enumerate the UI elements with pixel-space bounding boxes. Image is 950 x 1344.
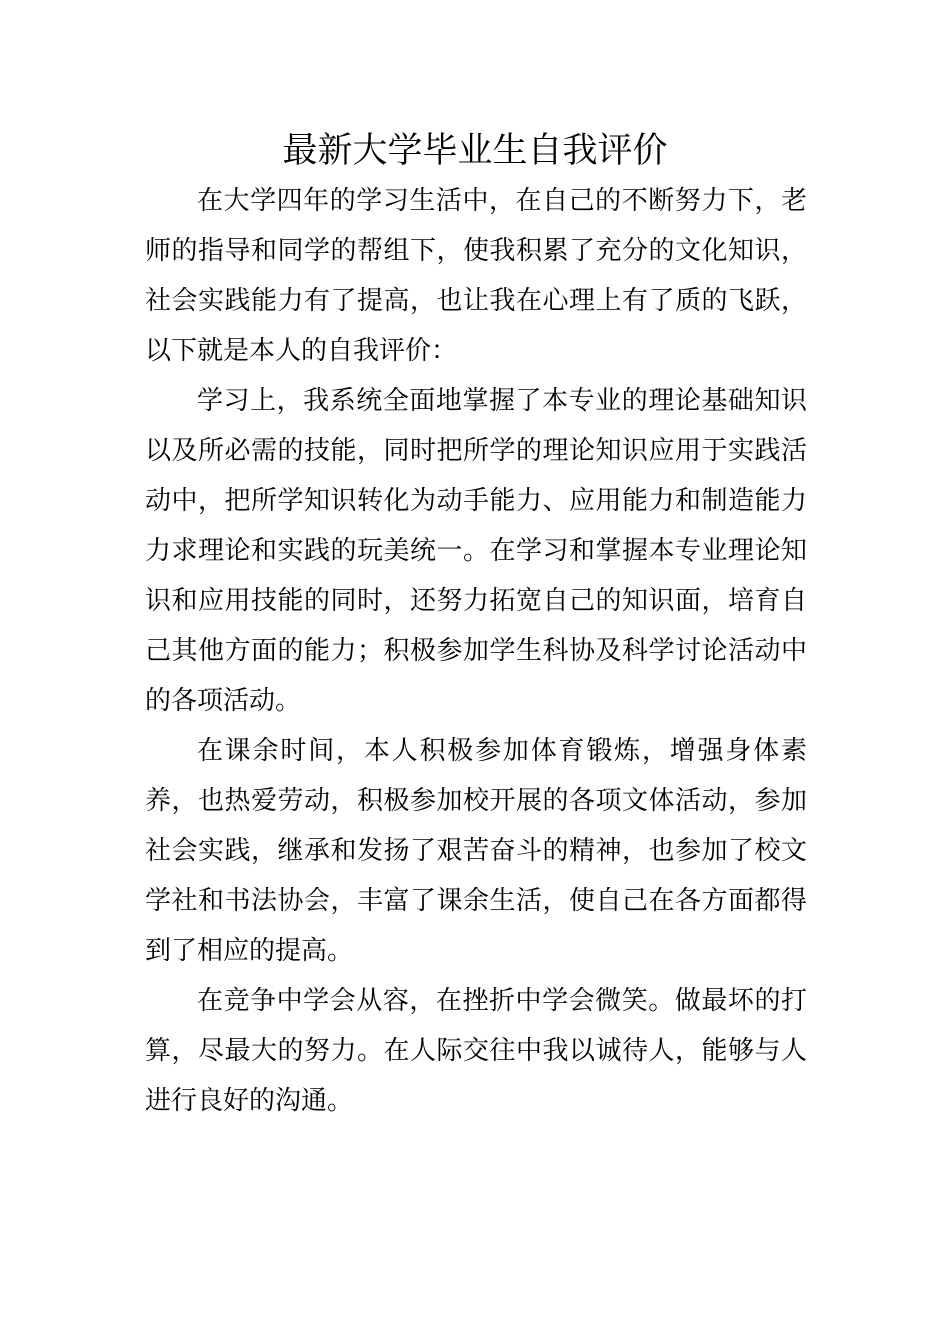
document-title: 最新大学毕业生自我评价 (282, 131, 668, 171)
paragraph-interpersonal: 在竞争中学会从容，在挫折中学会微笑。做最坏的打算，尽最大的努力。在人际交往中我以诚待人，能够与人进行良好的沟通。 (145, 986, 807, 1116)
paragraph-study: 学习上，我系统全面地掌握了本专业的理论基础知识以及所必需的技能，同时把所学的理论知识应用于实践活动中，把所学知识转化为动手能力、应用能力和制造能力力求理论和实践的玩美统一。在学习和掌握本专业理论知识和应用技能的同时，还努力拓宽自己的知识面，培育自己其他方面的能力；积极参加学生科协及科学讨论活动中的各项活动。 (145, 386, 807, 716)
paragraph-extracurricular: 在课余时间，本人积极参加体育锻炼，增强身体素养，也热爱劳动，积极参加校开展的各项文体活动，参加社会实践，继承和发扬了艰苦奋斗的精神，也参加了校文学社和书法协会，丰富了课余生活，使自己在各方面都得到了相应的提高。 (145, 736, 807, 966)
paragraph-intro: 在大学四年的学习生活中，在自己的不断努力下，老师的指导和同学的帮组下，使我积累了充分的文化知识，社会实践能力有了提高，也让我在心理上有了质的飞跃，以下就是本人的自我评价： (145, 186, 807, 366)
document-body (145, 176, 807, 1126)
